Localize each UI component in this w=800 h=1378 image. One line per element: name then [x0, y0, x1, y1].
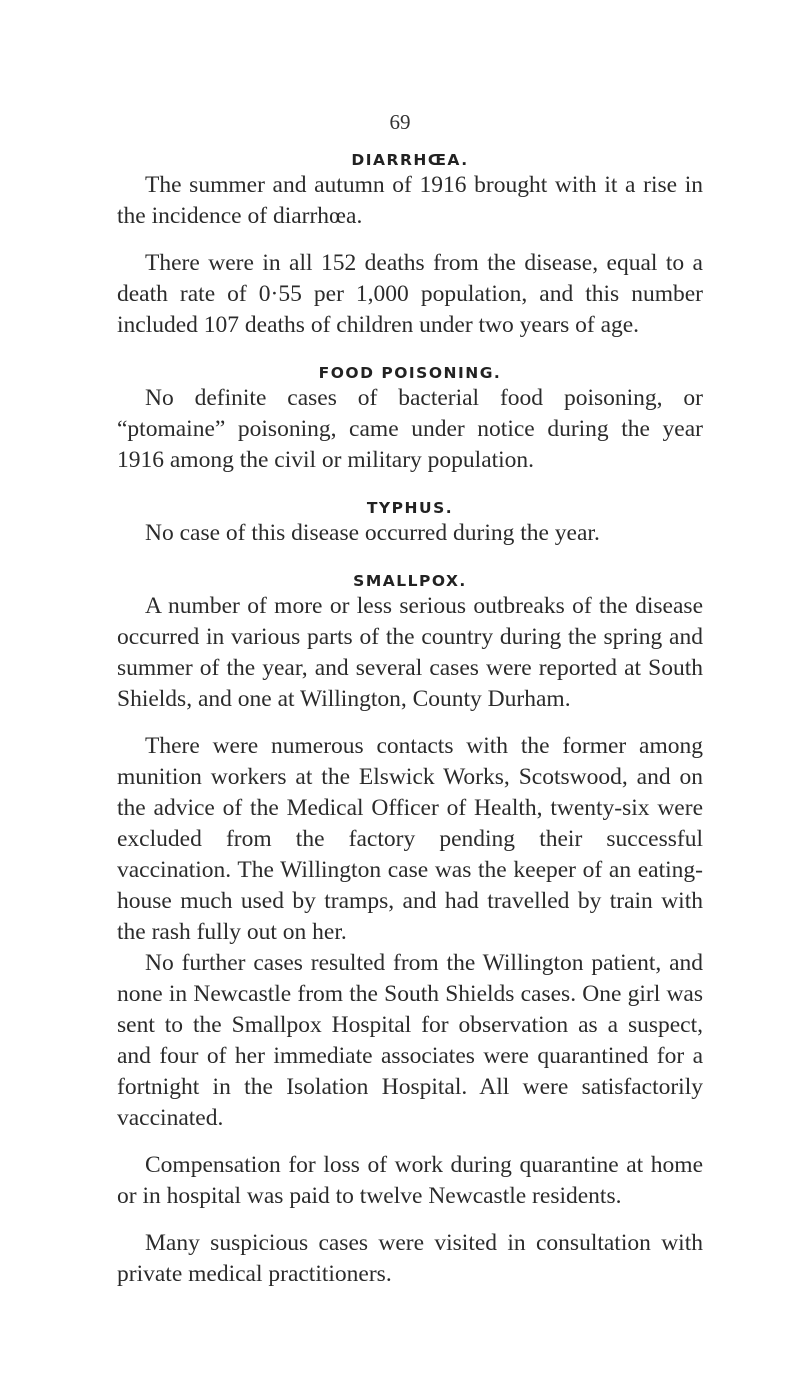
paragraph: No further cases resulted from the Willington patient, and none in Newcastle from the South Shields cases. One girl was sent to the Smallpox Hospital for observation as a suspect, and four of her immediate associates were quarantined for a fortnight in the Isolation Hospital. All were satisfactorily vaccinated.: [117, 950, 703, 1131]
section-heading-diarrhoea: DIARRHŒA.: [351, 151, 469, 169]
paragraph: Many suspicious cases were visited in consultation with private medical practitioners.: [117, 1230, 703, 1287]
section-heading-food-poisoning: FOOD POISONING.: [318, 364, 502, 382]
paragraph: There were numerous contacts with the former among munition workers at the Elswick Works, Scotswood, and on the advice of the Medical Officer of Health, twenty-six were excluded from the factory pending their successful vaccination. The Willington case was the keeper of an eating-house much used by tramps, and had travelled by train with the rash fully out on her.: [117, 733, 703, 945]
paragraph: Compensation for loss of work during quarantine at home or in hospital was paid to twelve Newcastle residents.: [117, 1152, 703, 1209]
paragraph: The summer and autumn of 1916 brought with it a rise in the incidence of diarrhœa.: [117, 172, 703, 229]
paragraph: A number of more or less serious outbreaks of the disease occurred in various parts of the country during the spring and summer of the year, and several cases were reported at South Shields, and one at Willington, County Durham.: [117, 593, 703, 712]
paragraph: There were in all 152 deaths from the disease, equal to a death rate of 0·55 per 1,000 population, and this number included 107 deaths of children under two years of age.: [117, 250, 703, 338]
paragraph: No case of this disease occurred during the year.: [145, 520, 600, 546]
page-number: 69: [389, 110, 411, 134]
section-heading-smallpox: SMALLPOX.: [353, 572, 467, 590]
page-content: [117, 150, 703, 1290]
paragraph: No definite cases of bacterial food poisoning, or “ptomaine” poisoning, came under notice during the year 1916 among the civil or military population.: [117, 385, 703, 473]
section-heading-typhus: TYPHUS.: [366, 499, 454, 517]
